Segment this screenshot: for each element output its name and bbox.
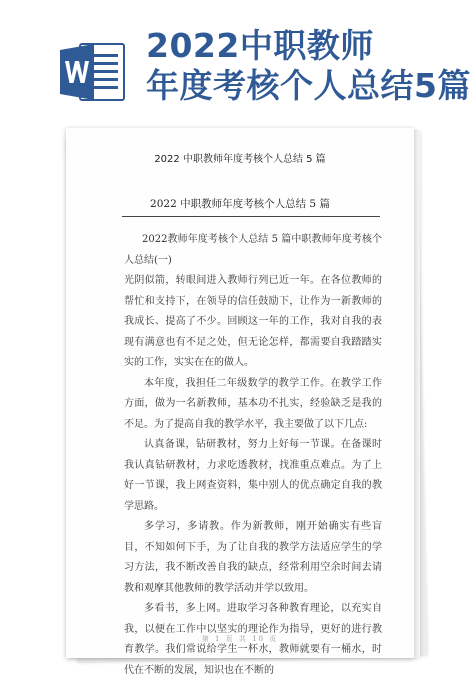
paragraph: 多学习，多请教。作为新教师，刚开始确实有些盲目，不知如何下手，为了让自我的教学方法适应学生的学习方法，我不断改善自我的缺点，经常利用空余时间去请教和观摩其他教师的教学活动并学以致用。 — [124, 521, 382, 594]
banner-title-line1: 2022中职教师 — [146, 26, 374, 65]
page-footer: 第 1 页 共 10 页 — [201, 635, 279, 643]
banner-title — [146, 26, 471, 106]
paragraph: 本年度，我担任二年级数学的教学工作。在教学工作方面，做为一名新教师，基本功不扎实，经验缺乏是我的不足。为了提高自我的教学水平，我主要做了以下几点: — [124, 377, 382, 430]
title-divider — [122, 216, 380, 217]
banner — [0, 0, 474, 120]
page-header: 2022 中职教师年度考核个人总结 5 篇 — [154, 154, 326, 165]
document-page — [66, 128, 414, 676]
banner-title-line2: 年度考核个人总结5篇 — [146, 66, 471, 105]
paragraph: 光阴似箭，转眼间进入教师行列已近一年。在各位教师的帮忙和支持下，在领导的信任鼓励下，让作为一新教师的我成长、提高了不少。回顾这一年的工作，我对自我的表现有满意也有不足之处，但无论怎样，都需要自我踏踏实实的工作，实实在在的做人。 — [124, 275, 382, 368]
document-title: 2022 中职教师年度考核个人总结 5 篇 — [150, 198, 330, 210]
paragraph: 认真备课，钻研教材，努力上好每一节课。在备课时我认真钻研教材，力求吃透教材，找准重点难点。为了上好一节课，我上网查资料，集中别人的优点确定自我的教学思路。 — [124, 439, 382, 512]
word-document-icon — [58, 40, 126, 104]
paragraph: 多看书，多上网。进取学习各种教育理论，以充实自我，以便在工作中以坚实的理论作为指导，更好的进行教育教学。我们常说给学生一杯水，教师就要有一桶水，时代在不断的发展，知识也在不断的 — [124, 603, 382, 676]
paragraph: 2022教师年度考核个人总结 5 篇中职教师年度考核个人总结(一) — [124, 234, 382, 266]
document-body — [124, 230, 382, 681]
